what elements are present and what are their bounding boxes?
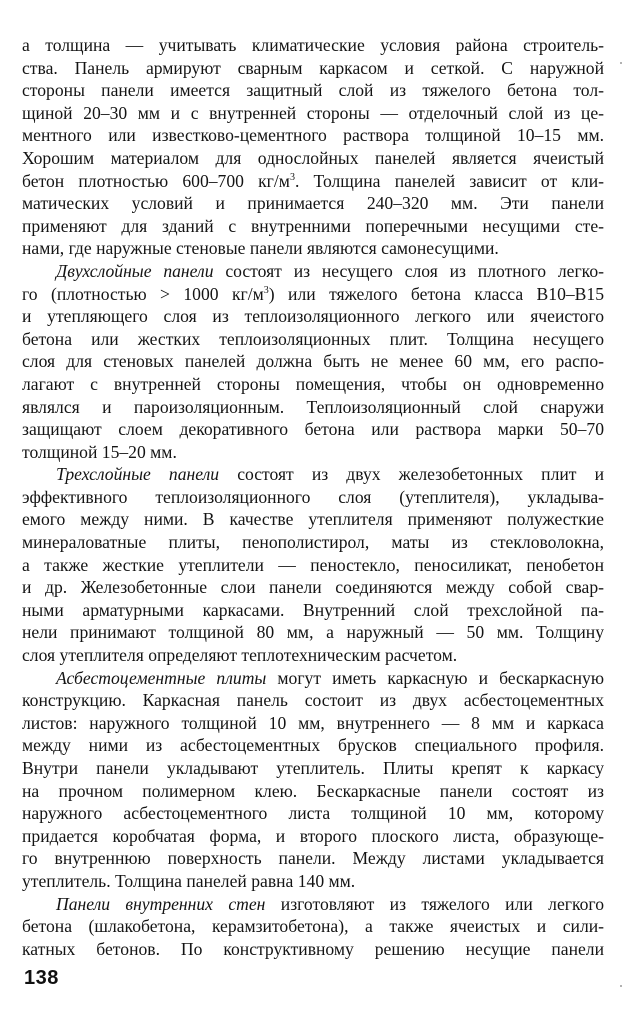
text-line: ства. Панель армируют сварным каркасом и сеткой. С наружной — [22, 57, 604, 78]
text-line: толщиной 15–20 мм. — [22, 441, 177, 462]
text-line: между ними из асбестоцементных брусков специального профиля. — [22, 735, 604, 756]
term-asbestos-cement-slabs: Асбестоцементные плиты — [56, 667, 267, 688]
scan-speck — [620, 985, 622, 987]
text-line: а толщина — учитывать климатические условия района строитель- — [22, 35, 604, 55]
text-run: изготовляют из тяжелого или легкого — [265, 893, 604, 914]
text-line: применяют для зданий с внутренними поперечными несущими сте- — [22, 215, 604, 236]
text-line: минераловатные плиты, пенополистирол, маты из стекловолокна, — [22, 532, 604, 553]
superscript-3: 3 — [263, 284, 269, 296]
text-line: слоя утеплителя определяют теплотехническим расчетом. — [22, 645, 458, 666]
paragraph-asbestos-cement-slabs — [22, 667, 604, 893]
text-line — [22, 260, 604, 283]
text-line: нами, где наружные стеновые панели являются самонесущими. — [22, 238, 499, 259]
text-line: ными арматурными каркасами. Внутренний слой трехслойной па- — [22, 599, 604, 620]
text-line: утеплитель. Толщина панелей равна 140 мм. — [22, 870, 356, 891]
text-line: наружного асбестоцементного листа толщиной 10 мм, которому — [22, 803, 604, 824]
text-run: состоят из двух железобетонных плит и — [219, 464, 604, 485]
text-line: эффективного теплоизоляционного слоя (утеплителя), укладыва- — [22, 486, 604, 507]
text-line: бетона или жестких теплоизоляционных плит. Толщина несущего — [22, 328, 604, 349]
text-line: стороны панели имеется защитный слой из тяжелого бетона тол- — [22, 80, 604, 101]
text-line — [22, 667, 604, 690]
term-three-layer-panels: Трехслойные панели — [56, 464, 220, 485]
body-text — [22, 34, 604, 960]
text-line: ментного или известково-цементного раствора толщиной 10–15 мм. — [22, 125, 604, 146]
text-line: защищают слоем декоративного бетона или раствора марки 50–70 — [22, 419, 604, 440]
paragraph-three-layer-panels — [22, 463, 604, 666]
text-line: а также жесткие утеплители — пеностекло, пеносиликат, пенобетон — [22, 554, 604, 575]
text-line: бетон плотностью 600–700 $кг/м^3$. Толщина панелей зависит от кли- — [22, 170, 604, 191]
text-line: го (плотностью > 1000 $кг/м^3$) или тяжелого бетона класса В10–В15 — [22, 283, 604, 304]
text-line: Внутри панели укладывают утеплитель. Плиты крепят к каркасу — [22, 758, 604, 778]
paragraph-two-layer-panels — [22, 260, 604, 463]
text-run: состоят из несущего слоя из плотного легко- — [213, 260, 604, 281]
text-line: щиной 20–30 мм и с внутренней стороны — отделочный слой из це- — [22, 102, 604, 123]
term-two-layer-panels: Двухслойные панели — [56, 260, 214, 281]
paragraph-interior-wall-panels — [22, 893, 604, 961]
text-line: емого между ними. В качестве утеплителя применяют полужесткие — [22, 509, 604, 530]
scan-speck — [620, 62, 622, 64]
text-run: могут иметь каркасную и бескаркасную — [266, 667, 604, 688]
text-line — [22, 463, 604, 486]
text-line: придается коробчатая форма, и второго плоского листа, образующе- — [22, 825, 604, 846]
text-line: катных бетонов. По конструктивному решению несущие панели — [22, 938, 604, 959]
text-line: и др. Железобетонные слои панели соединяются между собой свар- — [22, 577, 604, 598]
text-line: и утепляющего слоя из теплоизоляционного легкого или ячеистого — [22, 306, 604, 327]
text-line: го внутреннюю поверхность панели. Между листами укладывается — [22, 848, 604, 869]
text-line: конструкцию. Каркасная панель состоит из двух асбестоцементных — [22, 690, 604, 711]
text-line: на прочном полимерном клею. Бескаркасные панели состоят из — [22, 780, 604, 801]
text-line: лагают с внутренней стороны помещения, чтобы он одновременно — [22, 373, 604, 394]
text-line: слоя для стеновых панелей должна быть не менее 60 мм, его распо- — [22, 351, 604, 372]
text-line: Хорошим материалом для однослойных панелей является ячеистый — [22, 147, 604, 168]
text-line: матических условий и принимается 240–320 мм. Эти панели — [22, 193, 604, 214]
text-line: нели принимают толщиной 80 мм, а наружный — 50 мм. Толщину — [22, 622, 604, 643]
text-line: являлся и пароизоляционным. Теплоизоляционный слой снаружи — [22, 396, 604, 417]
text-line: бетона (шлакобетона, керамзитобетона), а также ячеистых и сили- — [22, 916, 604, 937]
superscript-3: 3 — [289, 171, 295, 183]
page-number: 138 — [24, 967, 59, 989]
text-line — [22, 893, 604, 916]
paragraph-single-layer-panels — [22, 34, 604, 260]
term-interior-wall-panels: Панели внутренних стен — [56, 893, 266, 914]
text-line: листов: наружного толщиной 10 мм, внутреннего — 8 мм и каркаса — [22, 712, 604, 733]
